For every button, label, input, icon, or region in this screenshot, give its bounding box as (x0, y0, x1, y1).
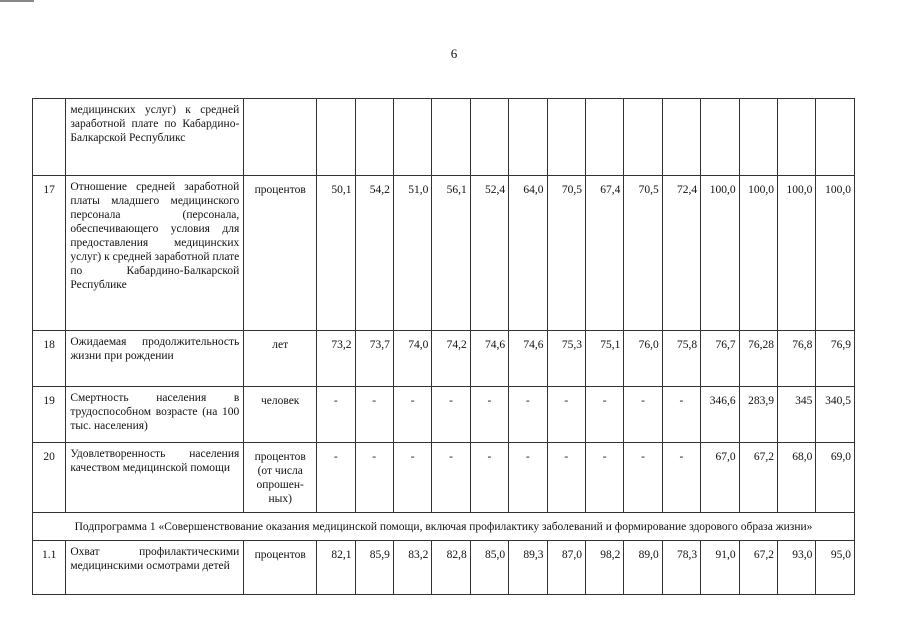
value-cell: 70,5 (624, 176, 662, 331)
unit-of-measure (244, 99, 317, 176)
value-cell: 75,3 (547, 331, 585, 387)
value-cell: 283,9 (739, 387, 777, 443)
row-number: 20 (33, 443, 66, 513)
value-cell: 52,4 (470, 176, 508, 331)
unit-of-measure: процентов (244, 176, 317, 331)
value-cell: - (432, 387, 470, 443)
indicator-name: Смертность населения в трудоспособном возрасте (на 100 тыс. населения) (66, 387, 244, 443)
value-cell: 67,4 (585, 176, 623, 331)
value-cell (816, 99, 855, 176)
value-cell: 76,7 (701, 331, 739, 387)
value-cell: 74,0 (393, 331, 431, 387)
value-cell: 85,9 (355, 541, 393, 595)
table-row (33, 176, 855, 331)
value-cell: - (662, 443, 700, 513)
value-cell (355, 99, 393, 176)
value-cell: - (509, 443, 547, 513)
value-cell: 56,1 (432, 176, 470, 331)
value-cell: 67,2 (739, 443, 777, 513)
value-cell (739, 99, 777, 176)
unit-of-measure: процентов (244, 541, 317, 595)
unit-of-measure: человек (244, 387, 317, 443)
value-cell (470, 99, 508, 176)
value-cell (317, 99, 355, 176)
table-row (33, 387, 855, 443)
value-cell: 51,0 (393, 176, 431, 331)
value-cell (701, 99, 739, 176)
row-number: 17 (33, 176, 66, 331)
table-row (33, 541, 855, 595)
value-cell: 100,0 (701, 176, 739, 331)
indicator-name: Отношение средней заработной платы младшего медицинского персонала (персонала, обеспечивающего условия для предоставления медицинских услуг) к средней заработной плате по Кабардино-Балкарской Республике (66, 176, 244, 331)
value-cell: 345 (777, 387, 815, 443)
row-number (33, 99, 66, 176)
value-cell: 87,0 (547, 541, 585, 595)
value-cell: 82,1 (317, 541, 355, 595)
indicator-name: Удовлетворенность населения качеством медицинской помощи (66, 443, 244, 513)
value-cell: 68,0 (777, 443, 815, 513)
value-cell: 70,5 (547, 176, 585, 331)
value-cell: 78,3 (662, 541, 700, 595)
value-cell: 82,8 (432, 541, 470, 595)
value-cell: - (585, 387, 623, 443)
value-cell: 67,2 (739, 541, 777, 595)
value-cell: 76,28 (739, 331, 777, 387)
indicator-name: Ожидаемая продолжительность жизни при рождении (66, 331, 244, 387)
value-cell: 89,0 (624, 541, 662, 595)
value-cell: 73,2 (317, 331, 355, 387)
scan-mark (0, 0, 34, 2)
value-cell (585, 99, 623, 176)
value-cell: 76,8 (777, 331, 815, 387)
indicator-name: медицинских услуг) к средней заработной плате по Кабардино-Балкарской Республикс (66, 99, 244, 176)
row-number: 19 (33, 387, 66, 443)
value-cell: 100,0 (816, 176, 855, 331)
unit-of-measure: процентов (от числа опрошен-ных) (244, 443, 317, 513)
indicators-table (32, 98, 855, 595)
unit-of-measure: лет (244, 331, 317, 387)
value-cell: 54,2 (355, 176, 393, 331)
indicator-name: Охват профилактическими медицинскими осмотрами детей (66, 541, 244, 595)
value-cell: 100,0 (739, 176, 777, 331)
value-cell: 340,5 (816, 387, 855, 443)
value-cell: - (355, 443, 393, 513)
value-cell (393, 99, 431, 176)
value-cell: - (393, 387, 431, 443)
value-cell: 89,3 (509, 541, 547, 595)
value-cell: - (317, 387, 355, 443)
value-cell: 100,0 (777, 176, 815, 331)
value-cell: 83,2 (393, 541, 431, 595)
value-cell: - (547, 387, 585, 443)
value-cell: - (470, 443, 508, 513)
value-cell: 98,2 (585, 541, 623, 595)
table-row (33, 99, 855, 176)
value-cell (662, 99, 700, 176)
value-cell: 73,7 (355, 331, 393, 387)
value-cell: 93,0 (777, 541, 815, 595)
value-cell: 72,4 (662, 176, 700, 331)
table-row (33, 331, 855, 387)
value-cell: 85,0 (470, 541, 508, 595)
row-number: 18 (33, 331, 66, 387)
value-cell: - (393, 443, 431, 513)
value-cell: - (470, 387, 508, 443)
value-cell (547, 99, 585, 176)
value-cell: - (547, 443, 585, 513)
row-number: 1.1 (33, 541, 66, 595)
value-cell (624, 99, 662, 176)
value-cell: 74,2 (432, 331, 470, 387)
indicators-table-body (33, 99, 855, 595)
subprogram-header-row (33, 513, 855, 541)
value-cell: 75,1 (585, 331, 623, 387)
value-cell (509, 99, 547, 176)
value-cell: 50,1 (317, 176, 355, 331)
value-cell: 75,8 (662, 331, 700, 387)
value-cell: - (624, 443, 662, 513)
value-cell: 95,0 (816, 541, 855, 595)
value-cell (432, 99, 470, 176)
page-number: 6 (450, 46, 458, 61)
value-cell: - (624, 387, 662, 443)
value-cell: 74,6 (509, 331, 547, 387)
value-cell: 69,0 (816, 443, 855, 513)
value-cell: - (317, 443, 355, 513)
value-cell: - (662, 387, 700, 443)
value-cell: - (585, 443, 623, 513)
value-cell: 76,9 (816, 331, 855, 387)
value-cell: 67,0 (701, 443, 739, 513)
value-cell: - (355, 387, 393, 443)
value-cell: 91,0 (701, 541, 739, 595)
value-cell: - (509, 387, 547, 443)
table-row (33, 443, 855, 513)
value-cell (777, 99, 815, 176)
value-cell: 74,6 (470, 331, 508, 387)
value-cell: 76,0 (624, 331, 662, 387)
value-cell: 346,6 (701, 387, 739, 443)
value-cell: - (432, 443, 470, 513)
subprogram-title: Подпрограмма 1 «Совершенствование оказания медицинской помощи, включая профилактику заболеваний и формирование здорового образа жизни» (33, 513, 855, 541)
value-cell: 64,0 (509, 176, 547, 331)
